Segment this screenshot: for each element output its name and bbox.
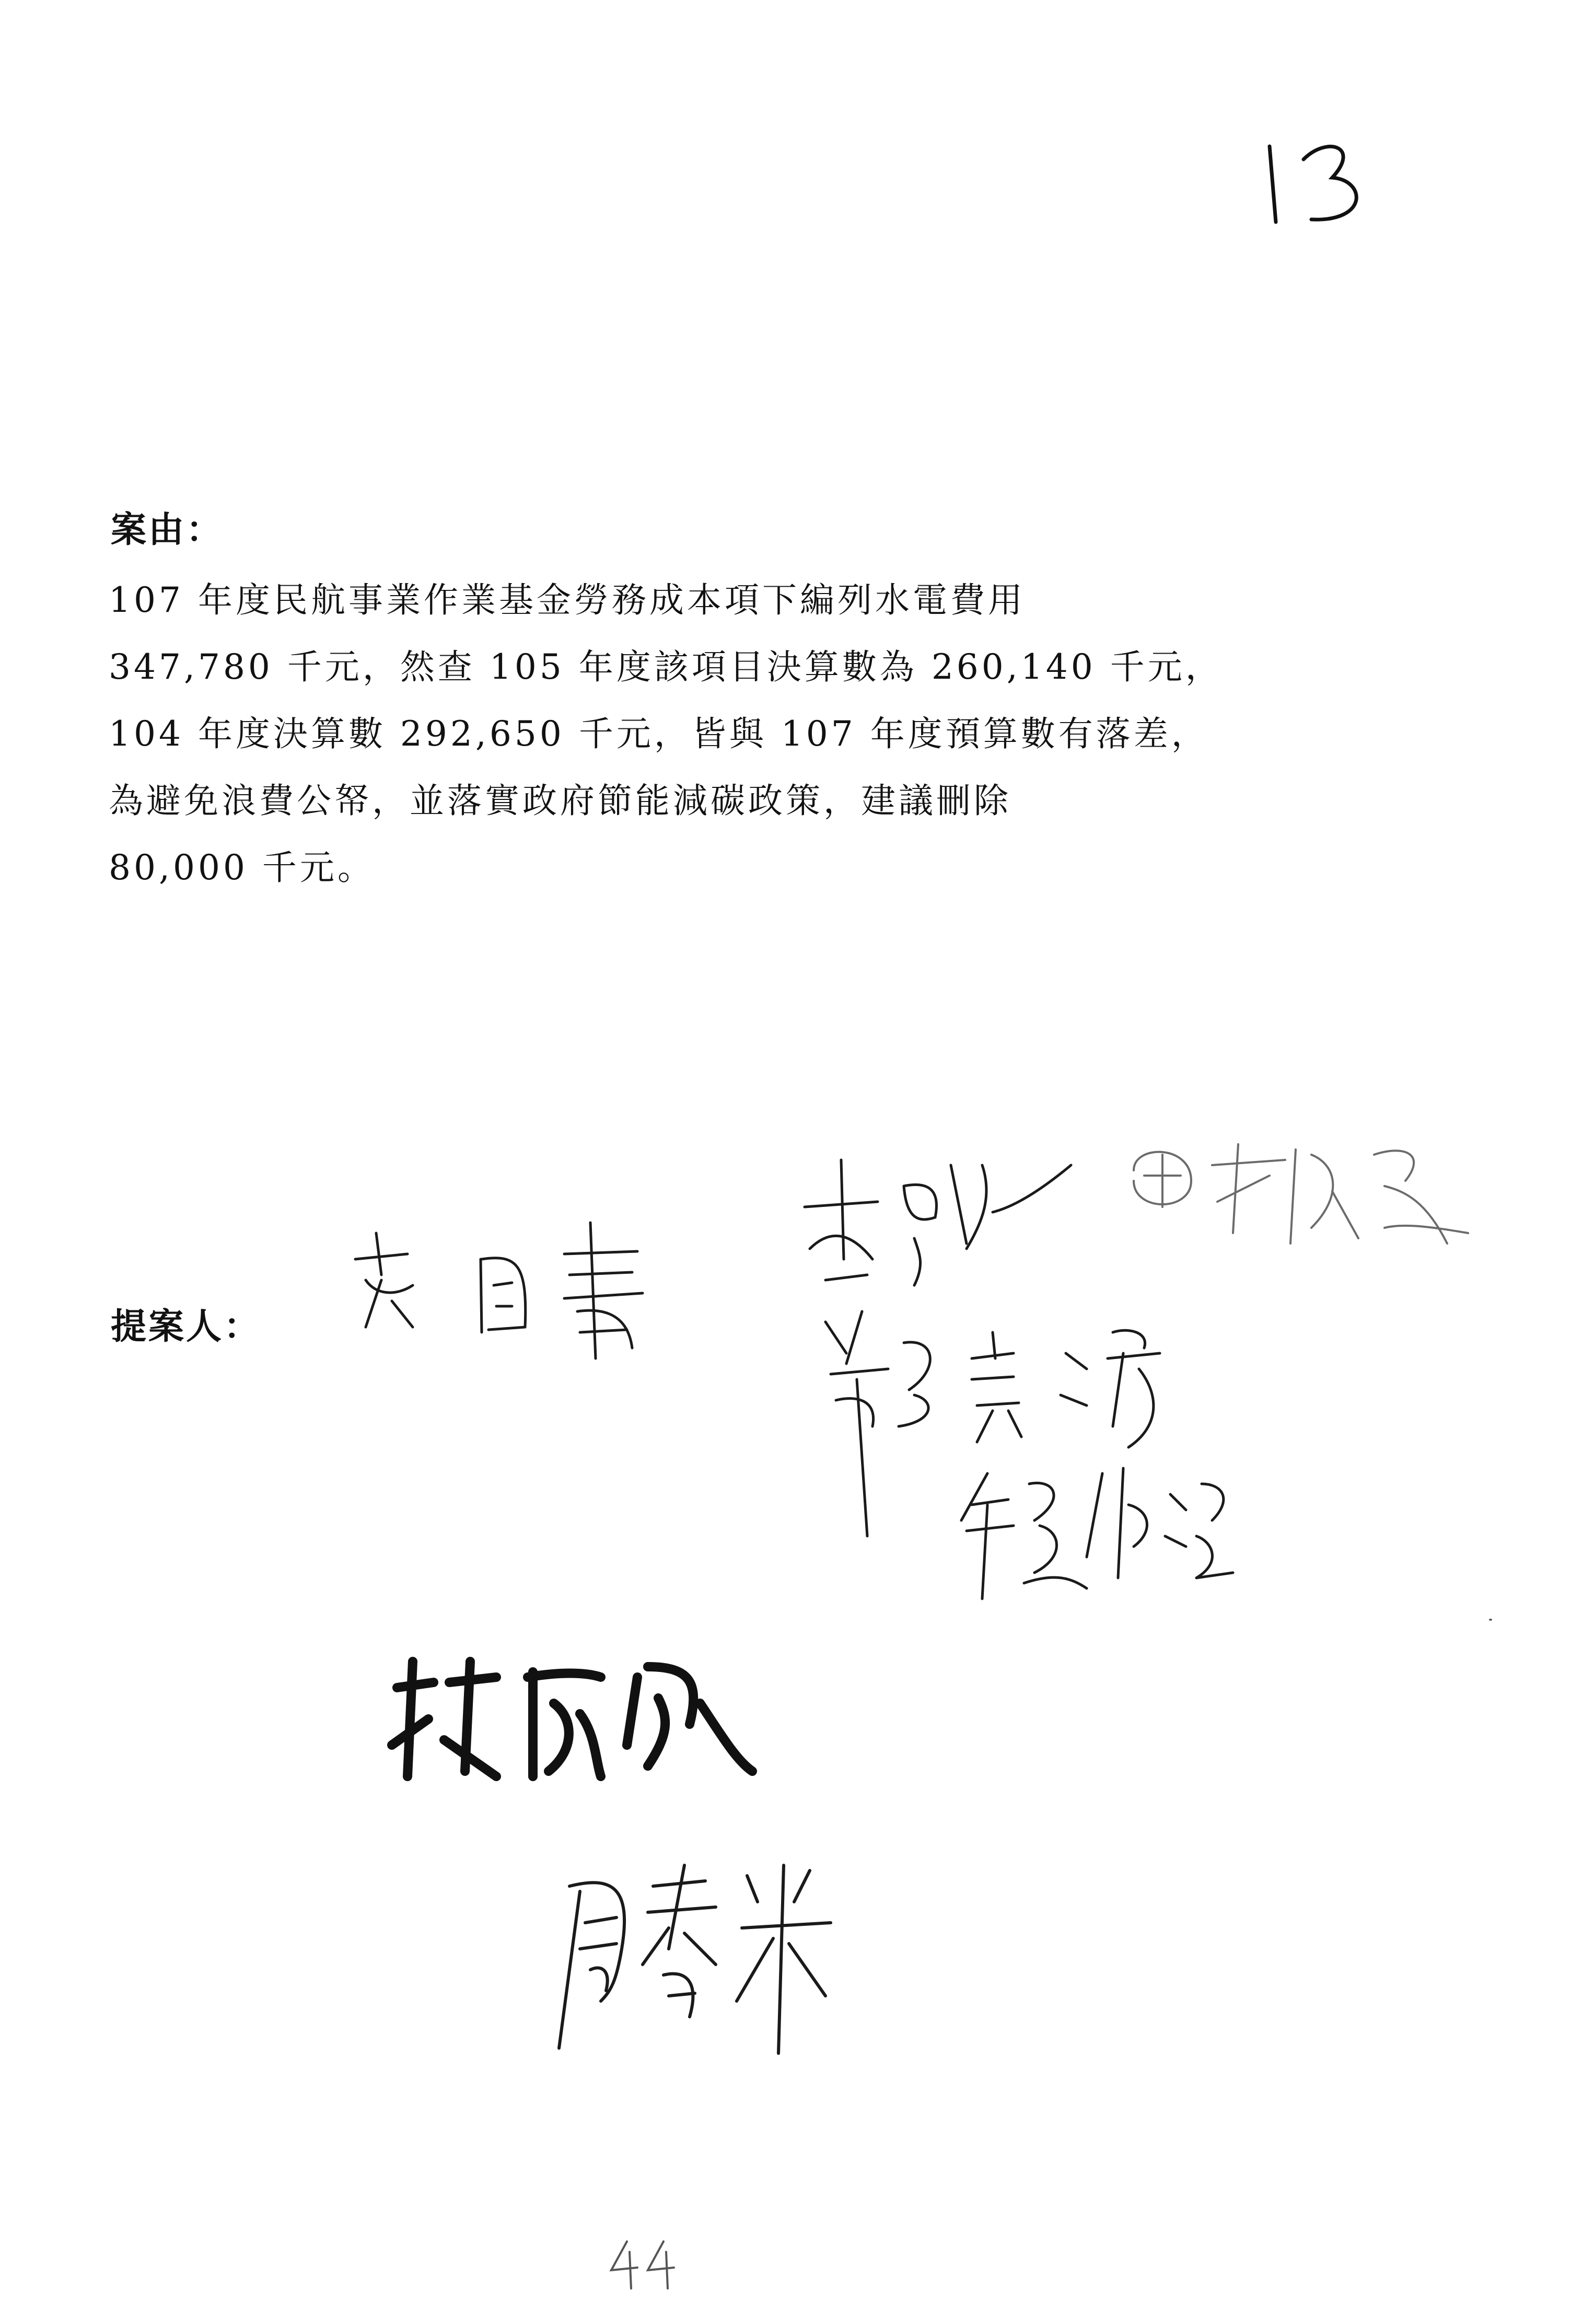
signature-chou-chun-mi (549, 1844, 841, 2064)
case-line: 107 年度民航事業作業基金勞務成本項下編列水電費用 (109, 580, 1026, 620)
case-line: 為避免浪費公帑，並落實政府節能減碳政策，建議刪除 (109, 781, 1011, 821)
proposer-label: 提案人： (111, 1306, 262, 1347)
signature-huang-kuo-shu (345, 1202, 711, 1374)
handwritten-page-number (601, 2231, 684, 2294)
signature-lin-tai-hua (376, 1641, 763, 1808)
case-body (109, 567, 1394, 901)
signature-chung-chia-pin (951, 1452, 1243, 1609)
case-line: 80,000 千元。 (109, 847, 375, 888)
scan-speck (1489, 1619, 1492, 1621)
handwritten-page-marker (1254, 131, 1379, 235)
case-line: 104 年度決算數 292,650 千元，皆與 107 年度預算數有落差， (109, 714, 1209, 754)
signature-chen-lai-su-mei (1113, 1123, 1479, 1270)
case-heading: 案由： (111, 509, 224, 551)
case-line: 347,780 千元，然查 105 年度該項目決算數為 260,140 千元， (109, 647, 1223, 687)
